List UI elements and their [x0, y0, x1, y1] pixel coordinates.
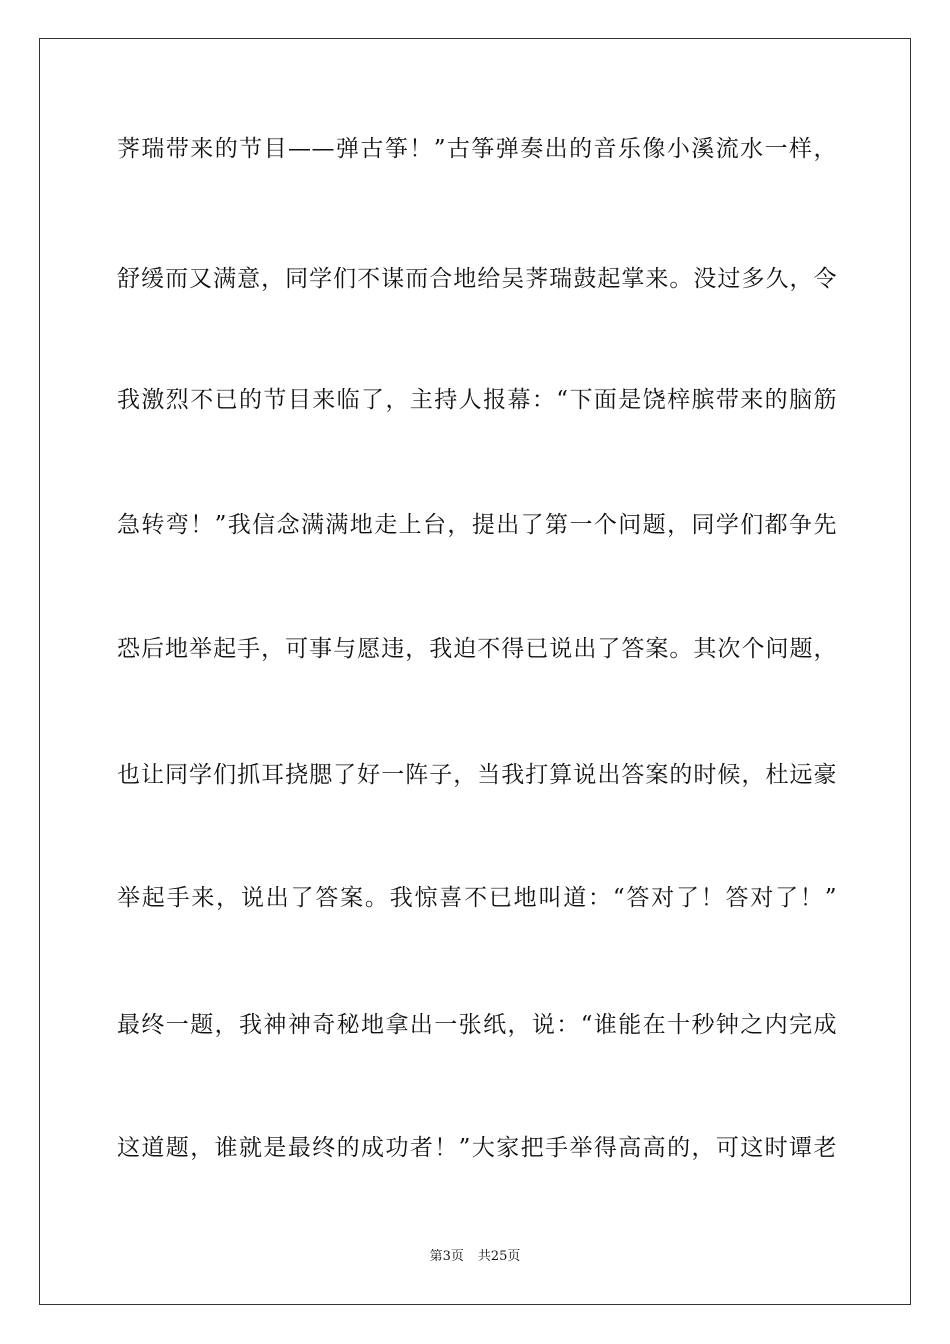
body-text-line-6: 也让同学们抓耳挠腮了好一阵子，当我打算说出答案的时候，杜远豪 — [117, 762, 837, 788]
body-text-line-3: 我激烈不已的节目来临了，主持人报幕：“下面是饶梓膑带来的脑筋 — [117, 387, 837, 413]
body-text-line-9: 这道题，谁就是最终的成功者！”大家把手举得高高的，可这时谭老 — [117, 1135, 837, 1161]
body-text-line-5: 恐后地举起手，可事与愿违，我迫不得已说出了答案。其次个问题， — [117, 636, 837, 662]
body-text-line-8: 最终一题，我神神奇秘地拿出一张纸，说：“谁能在十秒钟之内完成 — [117, 1012, 837, 1038]
page-border — [39, 38, 911, 1305]
total-pages: 共25页 — [477, 1249, 521, 1264]
body-text-line-4: 急转弯！”我信念满满地走上台，提出了第一个问题，同学们都争先 — [117, 512, 837, 538]
page-footer — [0, 1249, 950, 1265]
body-text-line-7: 举起手来，说出了答案。我惊喜不已地叫道：“答对了！答对了！” — [117, 885, 837, 911]
page-number: 第3页 — [429, 1249, 464, 1264]
body-text-line-2: 舒缓而又满意，同学们不谋而合地给吴荠瑞鼓起掌来。没过多久，令 — [117, 266, 837, 292]
body-text-line-1: 荠瑞带来的节目——弹古筝！”古筝弹奏出的音乐像小溪流水一样， — [117, 136, 837, 162]
